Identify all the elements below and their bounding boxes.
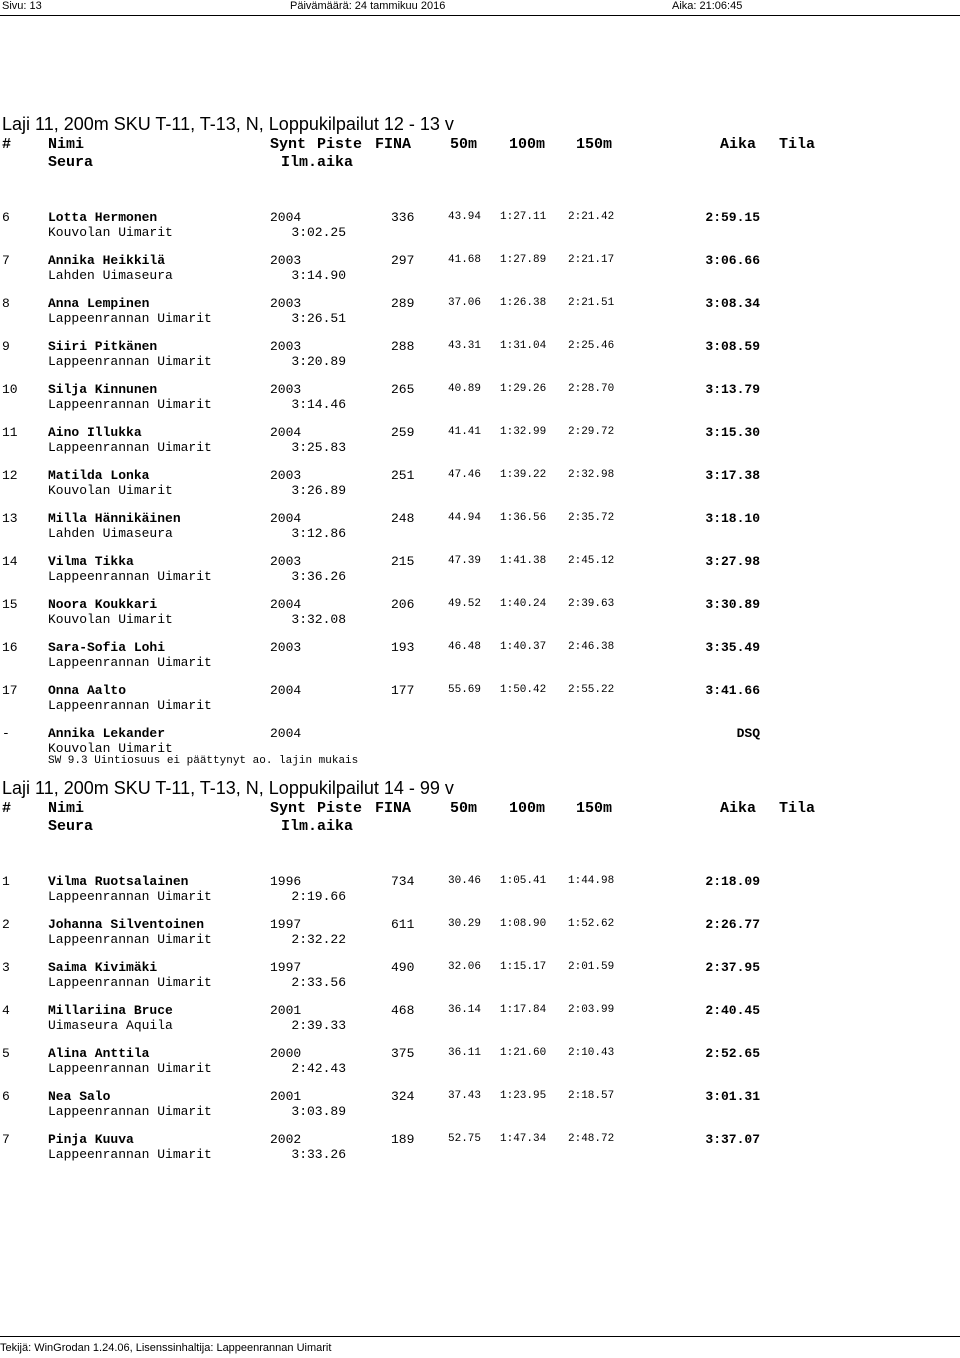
result-row [0, 917, 960, 959]
split-50m: 36.14 [448, 1004, 482, 1016]
column-header-aika: Aika [720, 136, 757, 153]
swimmer-name: Noora Koukkari [48, 597, 158, 612]
split-100m: 1:27.11 [500, 211, 547, 223]
final-time: 3:37.07 [705, 1132, 760, 1147]
placing: 13 [2, 511, 18, 526]
final-time: DSQ [736, 726, 760, 741]
split-150m: 2:55.22 [568, 684, 615, 696]
split-150m: 1:52.62 [568, 918, 615, 930]
column-header-s50: 50m [450, 136, 478, 153]
final-time: 3:18.10 [705, 511, 760, 526]
club-name: Lappeenrannan Uimarit [48, 698, 212, 713]
birth-year: 2002 [270, 1132, 302, 1147]
event-title: Laji 11, 200m SKU T-11, T-13, N, Loppukilpailut 12 - 13 v [2, 114, 454, 134]
entry-time: 3:03.89 [291, 1104, 346, 1119]
placing: 6 [2, 1089, 10, 1104]
final-time: 2:59.15 [705, 210, 760, 225]
birth-year: 2003 [270, 296, 302, 311]
entry-time: 3:14.46 [291, 397, 346, 412]
column-header-tila: Tila [779, 136, 816, 153]
entry-time: 3:20.89 [291, 354, 346, 369]
club-name: Kouvolan Uimarit [48, 225, 173, 240]
split-100m: 1:26.38 [500, 297, 547, 309]
split-50m: 30.46 [448, 875, 482, 887]
split-50m: 36.11 [448, 1047, 482, 1059]
split-150m: 2:18.57 [568, 1090, 615, 1102]
split-100m: 1:36.56 [500, 512, 547, 524]
club-name: Kouvolan Uimarit [48, 741, 173, 756]
fina-points: 297 [391, 253, 415, 268]
fina-points: 490 [391, 960, 415, 975]
placing: 7 [2, 253, 10, 268]
club-name: Lappeenrannan Uimarit [48, 655, 212, 670]
split-50m: 41.68 [448, 254, 482, 266]
placing: 3 [2, 960, 10, 975]
swimmer-name: Nea Salo [48, 1089, 111, 1104]
split-100m: 1:05.41 [500, 875, 547, 887]
birth-year: 2004 [270, 425, 302, 440]
split-100m: 1:23.95 [500, 1090, 547, 1102]
result-row [0, 253, 960, 295]
birth-year: 2003 [270, 554, 302, 569]
column-header-s50: 50m [450, 800, 478, 817]
result-row [0, 726, 960, 768]
result-row [0, 554, 960, 596]
column-header-name: Nimi [48, 800, 85, 817]
split-50m: 40.89 [448, 383, 482, 395]
entry-time: 2:19.66 [291, 889, 346, 904]
fina-points: 611 [391, 917, 415, 932]
swimmer-name: Annika Lekander [48, 726, 166, 741]
header-divider [0, 15, 960, 16]
final-time: 2:52.65 [705, 1046, 760, 1061]
swimmer-name: Annika Heikkilä [48, 253, 166, 268]
placing: 2 [2, 917, 10, 932]
placing: 8 [2, 296, 10, 311]
page-number: Sivu: 13 [2, 0, 42, 12]
entry-time: 3:25.83 [291, 440, 346, 455]
split-150m: 2:03.99 [568, 1004, 615, 1016]
split-100m: 1:50.42 [500, 684, 547, 696]
club-name: Lappeenrannan Uimarit [48, 397, 212, 412]
fina-points: 177 [391, 683, 415, 698]
entry-time: 2:32.22 [291, 932, 346, 947]
birth-year: 2004 [270, 597, 302, 612]
column-header-fina: FINA [375, 136, 412, 153]
split-150m: 2:39.63 [568, 598, 615, 610]
split-50m: 41.41 [448, 426, 482, 438]
final-time: 3:13.79 [705, 382, 760, 397]
fina-points: 375 [391, 1046, 415, 1061]
placing: 17 [2, 683, 18, 698]
split-150m: 2:29.72 [568, 426, 615, 438]
final-time: 3:06.66 [705, 253, 760, 268]
placing: 14 [2, 554, 18, 569]
split-100m: 1:08.90 [500, 918, 547, 930]
swimmer-name: Alina Anttila [48, 1046, 150, 1061]
birth-year: 1997 [270, 960, 302, 975]
entry-time: 3:12.86 [291, 526, 346, 541]
placing: - [2, 726, 10, 741]
placing: 16 [2, 640, 18, 655]
club-name: Uimaseura Aquila [48, 1018, 173, 1033]
result-row [0, 640, 960, 682]
fina-points: 215 [391, 554, 415, 569]
placing: 6 [2, 210, 10, 225]
result-row [0, 597, 960, 639]
swimmer-name: Silja Kinnunen [48, 382, 158, 397]
result-row [0, 874, 960, 916]
column-header-name: Nimi [48, 136, 85, 153]
final-time: 3:08.59 [705, 339, 760, 354]
split-150m: 1:44.98 [568, 875, 615, 887]
split-50m: 30.29 [448, 918, 482, 930]
result-row [0, 683, 960, 725]
entry-time: 3:02.25 [291, 225, 346, 240]
entry-time: 3:26.89 [291, 483, 346, 498]
final-time: 2:26.77 [705, 917, 760, 932]
fina-points: 289 [391, 296, 415, 311]
swimmer-name: Vilma Ruotsalainen [48, 874, 189, 889]
entry-time: 3:26.51 [291, 311, 346, 326]
split-150m: 2:46.38 [568, 641, 615, 653]
club-name: Lappeenrannan Uimarit [48, 1104, 212, 1119]
fina-points: 734 [391, 874, 415, 889]
birth-year: 2003 [270, 339, 302, 354]
column-header-ilm: Ilm.aika [281, 818, 354, 835]
result-row [0, 960, 960, 1002]
final-time: 3:01.31 [705, 1089, 760, 1104]
event-title: Laji 11, 200m SKU T-11, T-13, N, Loppukilpailut 14 - 99 v [2, 778, 454, 798]
split-100m: 1:31.04 [500, 340, 547, 352]
column-header-num: # [2, 136, 12, 153]
split-150m: 2:48.72 [568, 1133, 615, 1145]
split-50m: 37.06 [448, 297, 482, 309]
split-100m: 1:41.38 [500, 555, 547, 567]
fina-points: 259 [391, 425, 415, 440]
final-time: 3:30.89 [705, 597, 760, 612]
column-header-s150: 150m [576, 136, 613, 153]
disqualification-note: SW 9.3 Uintiosuus ei päättynyt ao. lajin mukais [48, 755, 359, 767]
final-time: 3:41.66 [705, 683, 760, 698]
column-header-synt: Synt [270, 800, 307, 817]
result-row [0, 1046, 960, 1088]
fina-points: 324 [391, 1089, 415, 1104]
report-time: Aika: 21:06:45 [672, 0, 743, 12]
footer-credit: Tekijä: WinGrodan 1.24.06, Lisenssinhaltija: Lappeenrannan Uimarit [0, 1342, 332, 1354]
split-50m: 49.52 [448, 598, 482, 610]
swimmer-name: Matilda Lonka [48, 468, 150, 483]
split-100m: 1:17.84 [500, 1004, 547, 1016]
final-time: 3:27.98 [705, 554, 760, 569]
split-50m: 46.48 [448, 641, 482, 653]
split-100m: 1:39.22 [500, 469, 547, 481]
result-row [0, 382, 960, 424]
swimmer-name: Pinja Kuuva [48, 1132, 134, 1147]
split-100m: 1:27.89 [500, 254, 547, 266]
final-time: 2:18.09 [705, 874, 760, 889]
birth-year: 2000 [270, 1046, 302, 1061]
entry-time: 2:39.33 [291, 1018, 346, 1033]
split-150m: 2:21.51 [568, 297, 615, 309]
entry-time: 2:42.43 [291, 1061, 346, 1076]
birth-year: 2004 [270, 726, 302, 741]
final-time: 3:15.30 [705, 425, 760, 440]
result-row [0, 511, 960, 553]
fina-points: 189 [391, 1132, 415, 1147]
split-100m: 1:40.37 [500, 641, 547, 653]
result-row [0, 1003, 960, 1045]
birth-year: 2004 [270, 683, 302, 698]
placing: 10 [2, 382, 18, 397]
club-name: Lappeenrannan Uimarit [48, 889, 212, 904]
birth-year: 2004 [270, 511, 302, 526]
split-50m: 37.43 [448, 1090, 482, 1102]
fina-points: 336 [391, 210, 415, 225]
result-row [0, 339, 960, 381]
column-header-aika: Aika [720, 800, 757, 817]
split-150m: 2:25.46 [568, 340, 615, 352]
split-50m: 52.75 [448, 1133, 482, 1145]
split-100m: 1:29.26 [500, 383, 547, 395]
club-name: Lappeenrannan Uimarit [48, 932, 212, 947]
placing: 12 [2, 468, 18, 483]
swimmer-name: Lotta Hermonen [48, 210, 158, 225]
birth-year: 2001 [270, 1003, 302, 1018]
footer-divider [0, 1336, 960, 1337]
split-150m: 2:21.17 [568, 254, 615, 266]
split-100m: 1:15.17 [500, 961, 547, 973]
birth-year: 1996 [270, 874, 302, 889]
split-150m: 2:32.98 [568, 469, 615, 481]
final-time: 3:35.49 [705, 640, 760, 655]
results-section [0, 114, 960, 769]
column-header-synt: Synt [270, 136, 307, 153]
swimmer-name: Johanna Silventoinen [48, 917, 205, 932]
final-time: 2:40.45 [705, 1003, 760, 1018]
club-name: Kouvolan Uimarit [48, 483, 173, 498]
result-row [0, 296, 960, 338]
placing: 7 [2, 1132, 10, 1147]
split-50m: 47.39 [448, 555, 482, 567]
page-footer [0, 1336, 960, 1358]
swimmer-name: Siiri Pitkänen [48, 339, 158, 354]
birth-year: 2003 [270, 382, 302, 397]
fina-points: 248 [391, 511, 415, 526]
swimmer-name: Millariina Bruce [48, 1003, 173, 1018]
club-name: Lappeenrannan Uimarit [48, 1061, 212, 1076]
birth-year: 2003 [270, 468, 302, 483]
entry-time: 3:14.90 [291, 268, 346, 283]
report-date: Päivämäärä: 24 tammikuu 2016 [290, 0, 446, 12]
club-name: Lappeenrannan Uimarit [48, 975, 212, 990]
entry-time: 3:36.26 [291, 569, 346, 584]
placing: 5 [2, 1046, 10, 1061]
club-name: Lahden Uimaseura [48, 268, 173, 283]
page-header [0, 0, 960, 14]
column-header-piste: Piste [317, 800, 363, 817]
column-header-s100: 100m [509, 800, 546, 817]
split-100m: 1:21.60 [500, 1047, 547, 1059]
split-50m: 47.46 [448, 469, 482, 481]
fina-points: 206 [391, 597, 415, 612]
swimmer-name: Onna Aalto [48, 683, 127, 698]
club-name: Lappeenrannan Uimarit [48, 1147, 212, 1162]
result-row [0, 468, 960, 510]
birth-year: 2001 [270, 1089, 302, 1104]
fina-points: 288 [391, 339, 415, 354]
result-row [0, 425, 960, 467]
split-50m: 43.31 [448, 340, 482, 352]
column-header-seura: Seura [48, 154, 94, 171]
split-150m: 2:21.42 [568, 211, 615, 223]
column-header-seura: Seura [48, 818, 94, 835]
split-50m: 43.94 [448, 211, 482, 223]
club-name: Lappeenrannan Uimarit [48, 569, 212, 584]
split-150m: 2:28.70 [568, 383, 615, 395]
split-150m: 2:01.59 [568, 961, 615, 973]
column-header-ilm: Ilm.aika [281, 154, 354, 171]
column-header-num: # [2, 800, 12, 817]
split-100m: 1:47.34 [500, 1133, 547, 1145]
column-header-s150: 150m [576, 800, 613, 817]
split-100m: 1:40.24 [500, 598, 547, 610]
split-150m: 2:45.12 [568, 555, 615, 567]
club-name: Lappeenrannan Uimarit [48, 311, 212, 326]
split-100m: 1:32.99 [500, 426, 547, 438]
fina-points: 265 [391, 382, 415, 397]
club-name: Kouvolan Uimarit [48, 612, 173, 627]
final-time: 2:37.95 [705, 960, 760, 975]
final-time: 3:17.38 [705, 468, 760, 483]
fina-points: 251 [391, 468, 415, 483]
split-50m: 55.69 [448, 684, 482, 696]
swimmer-name: Sara-Sofia Lohi [48, 640, 166, 655]
column-header-s100: 100m [509, 136, 546, 153]
birth-year: 2003 [270, 253, 302, 268]
split-150m: 2:35.72 [568, 512, 615, 524]
entry-time: 3:32.08 [291, 612, 346, 627]
result-row [0, 1089, 960, 1131]
placing: 15 [2, 597, 18, 612]
column-header-tila: Tila [779, 800, 816, 817]
swimmer-name: Vilma Tikka [48, 554, 134, 569]
split-150m: 2:10.43 [568, 1047, 615, 1059]
split-50m: 32.06 [448, 961, 482, 973]
birth-year: 1997 [270, 917, 302, 932]
club-name: Lahden Uimaseura [48, 526, 173, 541]
birth-year: 2003 [270, 640, 302, 655]
entry-time: 3:33.26 [291, 1147, 346, 1162]
entry-time: 2:33.56 [291, 975, 346, 990]
swimmer-name: Anna Lempinen [48, 296, 150, 311]
column-header-fina: FINA [375, 800, 412, 817]
club-name: Lappeenrannan Uimarit [48, 440, 212, 455]
placing: 9 [2, 339, 10, 354]
swimmer-name: Milla Hännikäinen [48, 511, 181, 526]
final-time: 3:08.34 [705, 296, 760, 311]
results-section [0, 778, 960, 1175]
column-header-piste: Piste [317, 136, 363, 153]
swimmer-name: Saima Kivimäki [48, 960, 158, 975]
birth-year: 2004 [270, 210, 302, 225]
split-50m: 44.94 [448, 512, 482, 524]
swimmer-name: Aino Illukka [48, 425, 142, 440]
fina-points: 468 [391, 1003, 415, 1018]
fina-points: 193 [391, 640, 415, 655]
placing: 11 [2, 425, 18, 440]
result-row [0, 1132, 960, 1174]
placing: 4 [2, 1003, 10, 1018]
placing: 1 [2, 874, 10, 889]
result-row [0, 210, 960, 252]
club-name: Lappeenrannan Uimarit [48, 354, 212, 369]
